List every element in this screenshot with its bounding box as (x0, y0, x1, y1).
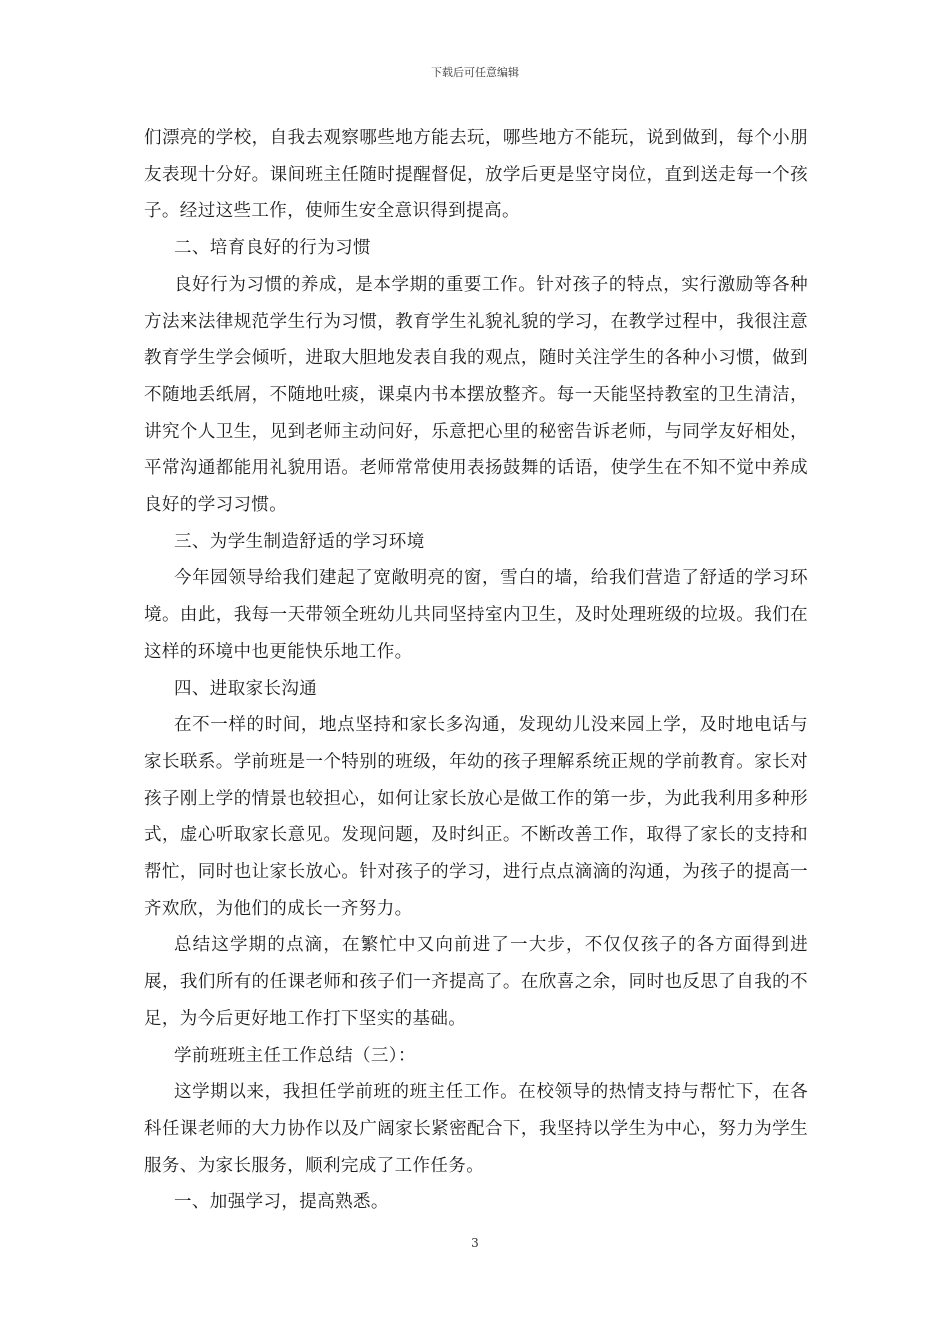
paragraph-parents: 在不一样的时间，地点坚持和家长多沟通，发现幼儿没来园上学，及时地电话与家长联系。学前班是一个特别的班级，年幼的孩子理解系统正规的学前教育。家长对孩子刚上学的情景也较担心，如何让家长放心是做工作的第一步，为此我利用多种形式，虚心听取家长意见。发现问题，及时纠正。不断改善工作，取得了家长的支持和帮忙，同时也让家长放心。针对孩子的学习，进行点点滴滴的沟通，为孩子的提高一齐欢欣，为他们的成长一齐努力。 (144, 715, 808, 919)
page-header-note: 下载后可任意编辑 (431, 66, 519, 79)
paragraph-intro: 这学期以来，我担任学前班的班主任工作。在校领导的热情支持与帮忙下，在各科任课老师的大力协作以及广阔家长紧密配合下，我坚持以学生为中心，努力为学生服务、为家长服务，顺利完成了工作任务。 (144, 1082, 808, 1176)
document-subtitle: 学前班班主任工作总结（三）： (174, 1045, 416, 1066)
section-heading-parents: 四、进取家长沟通 (174, 678, 318, 699)
section-heading-habits: 二、培育良好的行为习惯 (174, 238, 371, 259)
paragraph-summary: 总结这学期的点滴，在繁忙中又向前进了一大步，不仅仅孩子的各方面得到进展，我们所有的任课老师和孩子们一齐提高了。在欣喜之余，同时也反思了自我的不足，为今后更好地工作打下坚实的基础。 (144, 935, 808, 1029)
paragraph-continuation: 们漂亮的学校，自我去观察哪些地方能去玩，哪些地方不能玩，说到做到，每个小朋友表现十分好。课间班主任随时提醒督促，放学后更是坚守岗位，直到送走每一个孩子。经过这些工作，使师生安全意识得到提高。 (144, 128, 808, 222)
page-number: 3 (471, 1236, 479, 1250)
paragraph-habits: 良好行为习惯的养成，是本学期的重要工作。针对孩子的特点，实行激励等各种方法来法律规范学生行为习惯，教育学生礼貌礼貌的学习，在教学过程中，我很注意教育学生学会倾听，进取大胆地发表自我的观点，随时关注学生的各种小习惯，做到不随地丢纸屑，不随地吐痰，课桌内书本摆放整齐。每一天能坚持教室的卫生清洁，讲究个人卫生，见到老师主动问好，乐意把心里的秘密告诉老师，与同学友好相处，平常沟通都能用礼貌用语。老师常常使用表扬鼓舞的话语，使学生在不知不觉中养成良好的学习习惯。 (144, 274, 808, 516)
document-body (144, 120, 808, 1221)
paragraph-environment: 今年园领导给我们建起了宽敞明亮的窗，雪白的墙，给我们营造了舒适的学习环境。由此，我每一天带领全班幼儿共同坚持室内卫生，及时处理班级的垃圾。我们在这样的环境中也更能快乐地工作。 (144, 568, 808, 662)
section-heading-learning: 一、加强学习，提高熟悉。 (174, 1192, 389, 1213)
section-heading-environment: 三、为学生制造舒适的学习环境 (174, 531, 425, 552)
